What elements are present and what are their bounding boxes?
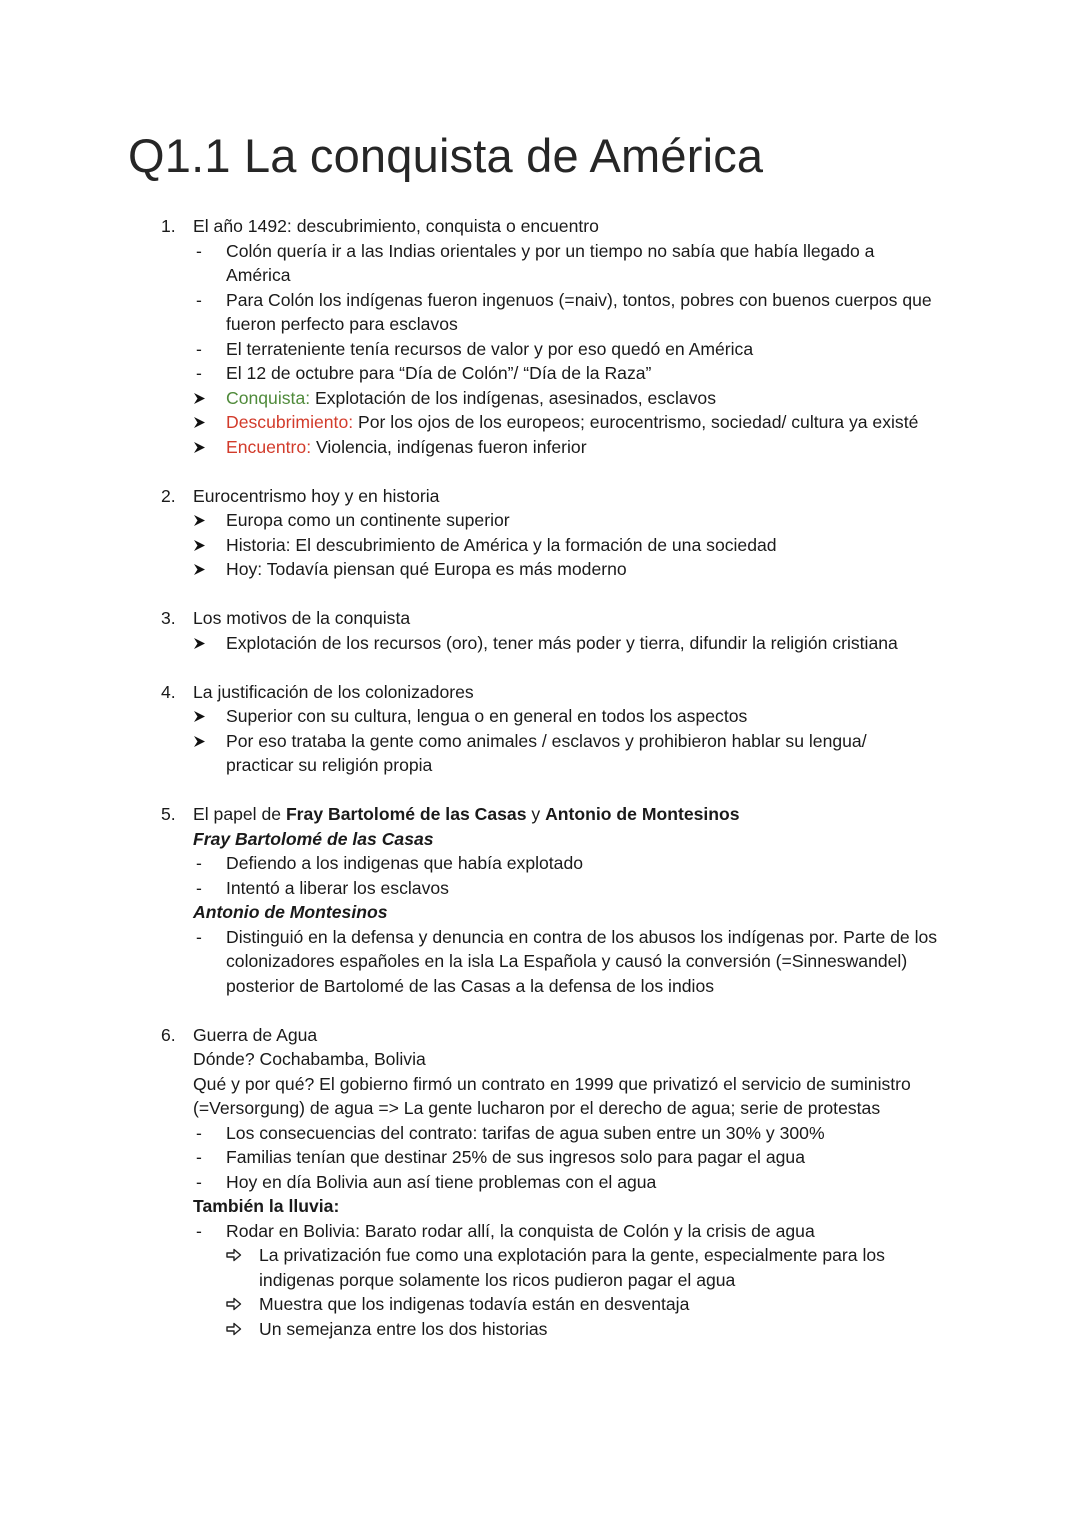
spacer xyxy=(0,459,1080,484)
list-item xyxy=(0,1145,1080,1170)
paragraph-line xyxy=(0,1096,1080,1121)
list-item xyxy=(0,1121,1080,1146)
paragraph-line xyxy=(0,1047,1080,1072)
arrow-bullet-icon xyxy=(193,709,207,724)
subheading-montesinos: Antonio de Montesinos xyxy=(193,902,388,922)
heading-text: y xyxy=(526,804,546,824)
heading-name-bartolome: Fray Bartolomé de las Casas xyxy=(285,804,527,824)
list-text xyxy=(226,410,918,435)
subheading-bartolome: Fray Bartolomé de las Casas xyxy=(193,828,434,849)
subheading-lluvia: También la lluvia: xyxy=(193,1196,340,1216)
dash-bullet: - xyxy=(196,1122,202,1143)
section-heading: Los motivos de la conquista xyxy=(193,608,411,628)
list-text: Muestra que los indigenas todavía están en desventaja xyxy=(259,1294,690,1314)
term-encuentro: Encuentro: xyxy=(226,436,312,457)
section-heading: La justificación de los colonizadores xyxy=(193,681,474,702)
subheading xyxy=(0,827,1080,852)
section-heading: Eurocentrismo hoy y en historia xyxy=(193,485,440,506)
dash-bullet: - xyxy=(196,338,202,359)
section-heading xyxy=(193,802,740,827)
list-text: Defiendo a los indigenas que había explotado xyxy=(226,853,584,873)
hollow-arrow-icon xyxy=(226,1248,242,1262)
hollow-arrow-icon xyxy=(226,1322,242,1336)
list-text: Superior con su cultura, lengua o en general en todos los aspectos xyxy=(226,706,748,726)
list-text: La privatización fue como una explotación para la gente, especialmente para los xyxy=(259,1245,885,1265)
section-3-heading xyxy=(0,606,1080,631)
list-text: Hoy: Todavía piensan qué Europa es más moderno xyxy=(226,559,627,579)
paragraph-text: (=Versorgung) de agua => La gente lucharon por el derecho de agua; serie de protestas xyxy=(193,1098,881,1118)
arrow-bullet-icon xyxy=(193,734,207,749)
list-text: Los consecuencias del contrato: tarifas de agua suben entre un 30% y 300% xyxy=(226,1122,825,1143)
list-text: practicar su religión propia xyxy=(226,755,433,775)
list-text: Europa como un continente superior xyxy=(226,510,510,530)
list-text: Familias tenían que destinar 25% de sus ingresos solo para pagar el agua xyxy=(226,1147,805,1167)
list-text: Por eso trataba la gente como animales / esclavos y prohibieron hablar su lengua/ xyxy=(226,730,867,751)
list-item xyxy=(0,729,1080,754)
hollow-arrow-icon xyxy=(226,1297,242,1311)
list-text: Colón quería ir a las Indias orientales y por un tiempo no sabía que había llegado a xyxy=(226,240,875,261)
arrow-bullet-icon xyxy=(193,391,207,406)
list-number: 4. xyxy=(161,681,176,702)
list-item xyxy=(0,361,1080,386)
list-item xyxy=(0,435,1080,460)
list-item xyxy=(0,239,1080,264)
list-text: indigenas porque solamente los ricos pudieron pagar el agua xyxy=(259,1269,736,1290)
section-4-heading xyxy=(0,680,1080,705)
dash-bullet: - xyxy=(196,926,202,947)
list-number: 1. xyxy=(161,216,176,236)
term-descubrimiento: Descubrimiento: xyxy=(226,412,354,432)
list-item xyxy=(0,1317,1080,1342)
arrow-bullet-icon xyxy=(193,513,207,528)
list-item xyxy=(0,410,1080,435)
spacer xyxy=(0,998,1080,1023)
list-item xyxy=(0,851,1080,876)
list-item xyxy=(0,1219,1080,1244)
list-number: 6. xyxy=(161,1024,176,1045)
subheading xyxy=(0,1194,1080,1219)
section-heading: El año 1492: descubrimiento, conquista o encuentro xyxy=(193,216,599,236)
list-item-continued xyxy=(0,312,1080,337)
list-text: fueron perfecto para esclavos xyxy=(226,314,458,334)
paragraph-line xyxy=(0,1072,1080,1097)
list-text: colonizadores españoles en la isla La Española y causó la conversión (=Sinneswandel) xyxy=(226,951,908,971)
heading-name-montesinos: Antonio de Montesinos xyxy=(545,804,740,824)
spacer xyxy=(0,655,1080,680)
list-item xyxy=(0,925,1080,950)
list-text: El terrateniente tenía recursos de valor y por eso quedó en América xyxy=(226,338,754,359)
dash-bullet: - xyxy=(196,1147,202,1167)
list-number: 2. xyxy=(161,485,176,506)
list-item-continued xyxy=(0,949,1080,974)
list-text xyxy=(226,386,716,411)
list-item-continued xyxy=(0,263,1080,288)
arrow-bullet-icon xyxy=(193,538,207,553)
list-text: Historia: El descubrimiento de América y la formación de una sociedad xyxy=(226,534,777,555)
list-item xyxy=(0,1292,1080,1317)
paragraph-text: Qué y por qué? El gobierno firmó un contrato en 1999 que privatizó el servicio de suministro xyxy=(193,1073,911,1094)
list-item xyxy=(0,1170,1080,1195)
list-text: Hoy en día Bolivia aun así tiene problemas con el agua xyxy=(226,1171,657,1192)
list-item xyxy=(0,557,1080,582)
list-number: 3. xyxy=(161,608,176,628)
paragraph-text: Dónde? Cochabamba, Bolivia xyxy=(193,1049,426,1069)
section-2-heading xyxy=(0,484,1080,509)
list-text: posterior de Bartolomé de las Casas a la defensa de los indios xyxy=(226,975,715,996)
term-definition: Explotación de los indígenas, asesinados, esclavos xyxy=(310,387,717,408)
document-body xyxy=(0,214,1080,1341)
list-item xyxy=(0,386,1080,411)
subheading xyxy=(0,900,1080,925)
dash-bullet: - xyxy=(196,363,202,383)
arrow-bullet-icon xyxy=(193,636,207,651)
list-text: Distinguió en la defensa y denuncia en contra de los abusos los indígenas por. Parte de los xyxy=(226,926,938,947)
term-definition: Por los ojos de los europeos; eurocentrismo, sociedad/ cultura ya existé xyxy=(353,412,919,432)
list-item xyxy=(0,288,1080,313)
list-text: Un semejanza entre los dos historias xyxy=(259,1318,548,1339)
dash-bullet: - xyxy=(196,877,202,898)
list-item xyxy=(0,508,1080,533)
list-item xyxy=(0,1243,1080,1268)
term-definition: Violencia, indígenas fueron inferior xyxy=(311,436,587,457)
list-item-continued xyxy=(0,974,1080,999)
list-text: Explotación de los recursos (oro), tener más poder y tierra, difundir la religión cristiana xyxy=(226,632,898,653)
list-text: Intentó a liberar los esclavos xyxy=(226,877,449,898)
arrow-bullet-icon xyxy=(193,415,207,430)
list-text xyxy=(226,435,587,460)
list-text: América xyxy=(226,265,291,285)
list-item xyxy=(0,876,1080,901)
list-text: El 12 de octubre para “Día de Colón”/ “Día de la Raza” xyxy=(226,363,652,383)
list-item xyxy=(0,631,1080,656)
list-text: Rodar en Bolivia: Barato rodar allí, la conquista de Colón y la crisis de agua xyxy=(226,1220,815,1241)
section-heading: Guerra de Agua xyxy=(193,1024,318,1045)
dash-bullet: - xyxy=(196,1171,202,1192)
arrow-bullet-icon xyxy=(193,562,207,577)
section-1-heading xyxy=(0,214,1080,239)
page-title: Q1.1 La conquista de América xyxy=(128,129,764,182)
list-item xyxy=(0,533,1080,558)
list-number: 5. xyxy=(161,804,176,824)
dash-bullet: - xyxy=(196,289,202,310)
spacer xyxy=(0,778,1080,803)
arrow-bullet-icon xyxy=(193,440,207,455)
dash-bullet: - xyxy=(196,853,202,873)
list-item xyxy=(0,704,1080,729)
list-item xyxy=(0,337,1080,362)
section-6-heading xyxy=(0,1023,1080,1048)
list-item-continued xyxy=(0,1268,1080,1293)
dash-bullet: - xyxy=(196,1220,202,1241)
term-conquista: Conquista: xyxy=(226,387,311,408)
dash-bullet: - xyxy=(196,240,202,261)
section-5-heading xyxy=(0,802,1080,827)
heading-text: El papel de xyxy=(193,804,286,824)
list-item-continued xyxy=(0,753,1080,778)
list-text: Para Colón los indígenas fueron ingenuos (=naiv), tontos, pobres con buenos cuerpos que xyxy=(226,289,932,310)
spacer xyxy=(0,582,1080,607)
